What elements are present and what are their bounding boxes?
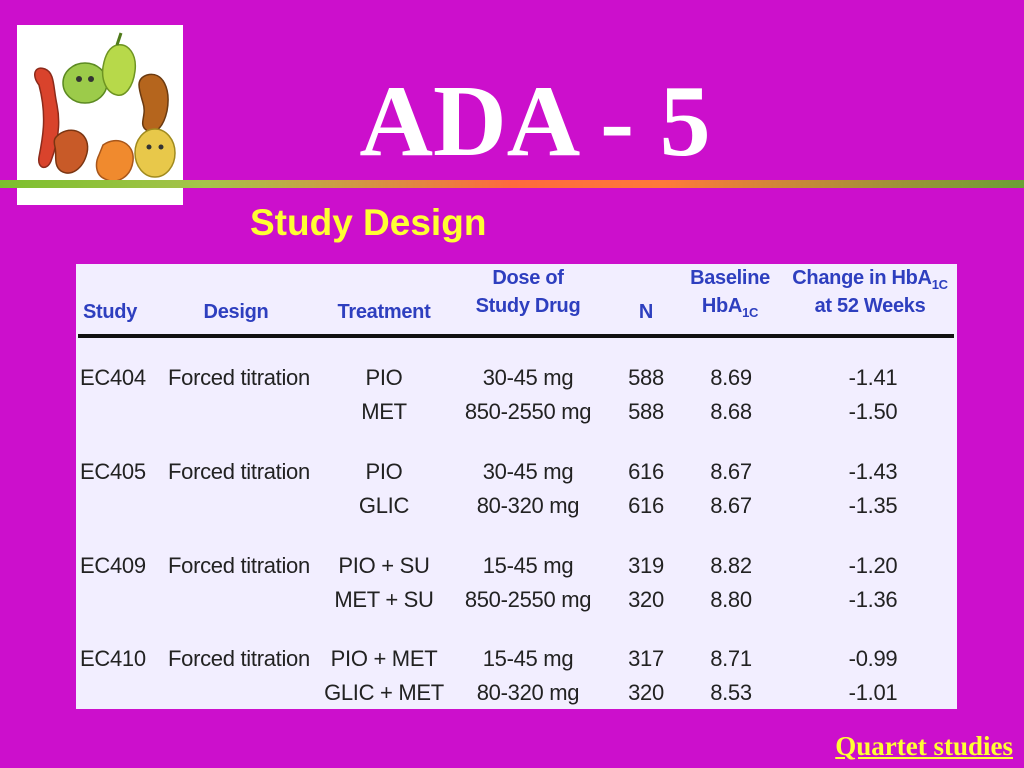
treatment-cell: PIO xyxy=(365,459,403,484)
header-treatment-text: Treatment xyxy=(337,301,431,323)
study-design: Forced titration xyxy=(168,553,310,578)
header-dose-line2: Study Drug xyxy=(475,295,581,317)
header-baseline-sub: 1C xyxy=(742,305,759,320)
dose-cell: 850-2550 mg xyxy=(464,587,592,612)
change-cell: -0.99 xyxy=(848,646,898,671)
header-baseline-line2 xyxy=(680,292,780,320)
header-change-line1 xyxy=(788,264,952,292)
treatment-cell: MET xyxy=(361,399,407,424)
title-divider xyxy=(0,180,1024,188)
n-cell: 616 xyxy=(628,493,664,518)
dose-cell: 850-2550 mg xyxy=(464,399,592,424)
baseline-cell: 8.67 xyxy=(710,459,752,484)
change-cell: -1.35 xyxy=(848,493,898,518)
header-study xyxy=(80,298,140,326)
slide-subtitle: Study Design xyxy=(250,202,487,243)
header-change-sub: 1C xyxy=(931,277,948,292)
treatment-cell: GLIC xyxy=(358,493,410,518)
study-design: Forced titration xyxy=(168,459,310,484)
n-cell: 588 xyxy=(628,399,664,424)
header-dose-line1: Dose of xyxy=(492,267,564,289)
n-cell: 317 xyxy=(628,646,664,671)
treatment-cell: GLIC + MET xyxy=(324,680,444,705)
treatment-cell: PIO + SU xyxy=(338,553,430,578)
header-n-text: N xyxy=(638,301,654,323)
treatment-cell: PIO xyxy=(365,365,403,390)
baseline-cell: 8.53 xyxy=(710,680,752,705)
change-cell: -1.01 xyxy=(848,680,898,705)
n-cell: 616 xyxy=(628,459,664,484)
change-cell: -1.36 xyxy=(848,587,898,612)
baseline-cell: 8.69 xyxy=(710,365,752,390)
header-n xyxy=(626,298,666,326)
n-cell: 320 xyxy=(628,680,664,705)
study-id: EC405 xyxy=(80,459,146,484)
change-cell: -1.20 xyxy=(848,553,898,578)
cartoon-organs-icon xyxy=(17,25,183,205)
header-change-line2: at 52 Weeks xyxy=(814,295,926,317)
study-design: Forced titration xyxy=(168,646,310,671)
dose-cell: 80-320 mg xyxy=(476,680,580,705)
dose-cell: 30-45 mg xyxy=(482,365,574,390)
baseline-cell: 8.67 xyxy=(710,493,752,518)
slide-title: ADA - 5 xyxy=(359,65,711,178)
study-design-table xyxy=(76,264,957,709)
study-id: EC410 xyxy=(80,646,146,671)
treatment-cell: MET + SU xyxy=(334,587,434,612)
dose-cell: 30-45 mg xyxy=(482,459,574,484)
n-cell: 588 xyxy=(628,365,664,390)
study-id: EC404 xyxy=(80,365,146,390)
header-baseline-line1: Baseline xyxy=(690,267,770,289)
change-cell: -1.41 xyxy=(848,365,898,390)
header-design xyxy=(166,298,306,326)
logo xyxy=(17,25,183,205)
study-design: Forced titration xyxy=(168,365,310,390)
study-id: EC409 xyxy=(80,553,146,578)
header-rule xyxy=(78,334,954,338)
header-dose xyxy=(458,264,598,320)
n-cell: 320 xyxy=(628,587,664,612)
dose-cell: 15-45 mg xyxy=(482,553,574,578)
baseline-cell: 8.68 xyxy=(710,399,752,424)
dose-cell: 80-320 mg xyxy=(476,493,580,518)
header-design-text: Design xyxy=(203,301,269,323)
n-cell: 319 xyxy=(628,553,664,578)
header-change-text: Change in HbA xyxy=(792,267,932,289)
baseline-cell: 8.82 xyxy=(710,553,752,578)
quartet-studies-link[interactable]: Quartet studies xyxy=(835,731,1013,761)
baseline-cell: 8.71 xyxy=(710,646,752,671)
header-study-text: Study xyxy=(82,301,138,323)
header-baseline-hba: HbA xyxy=(701,295,743,317)
header-treatment xyxy=(324,298,444,326)
change-cell: -1.43 xyxy=(848,459,898,484)
dose-cell: 15-45 mg xyxy=(482,646,574,671)
baseline-cell: 8.80 xyxy=(710,587,752,612)
header-baseline xyxy=(680,264,780,320)
header-change xyxy=(788,264,952,320)
change-cell: -1.50 xyxy=(848,399,898,424)
treatment-cell: PIO + MET xyxy=(330,646,438,671)
